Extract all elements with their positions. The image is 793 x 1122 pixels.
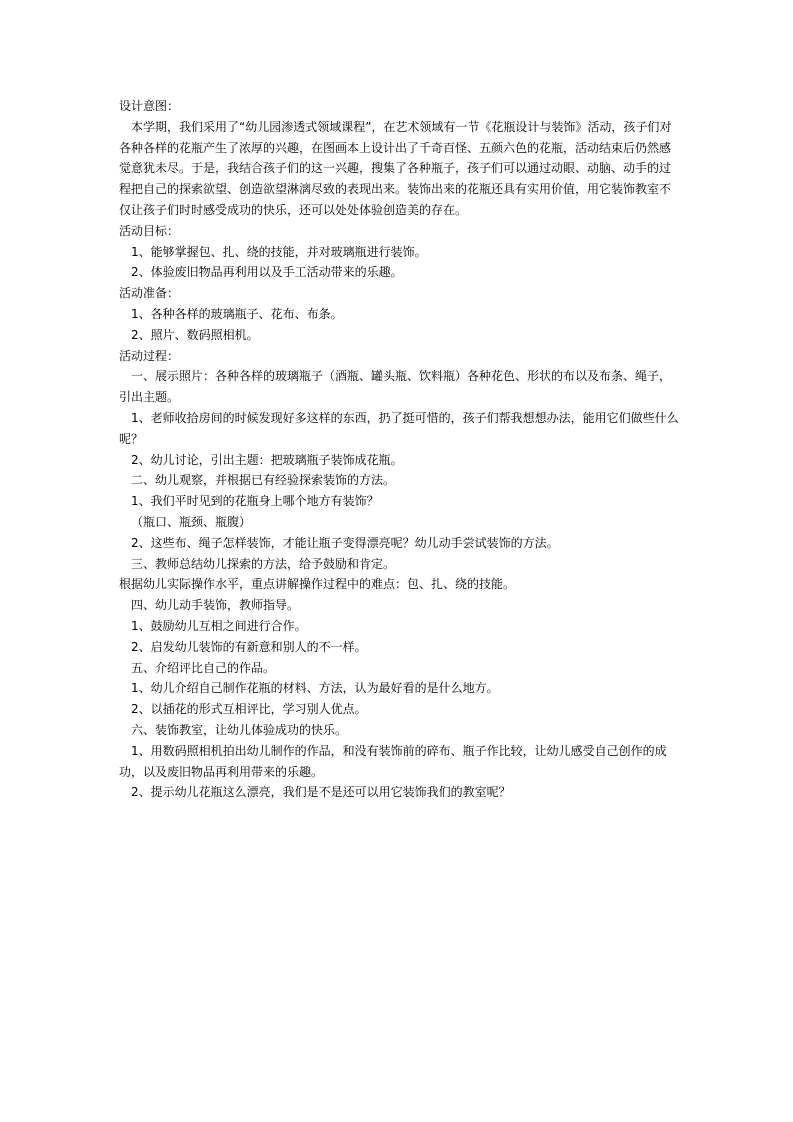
process-step-1-item: 2、幼儿讨论，引出主题：把玻璃瓶子装饰成花瓶。 [131,452,403,467]
process-step-4-item: 2、启发幼儿装饰的有新意和别人的不一样。 [131,639,367,654]
goal-item: 2、体验废旧物品再利用以及手工活动带来的乐趣。 [131,265,403,280]
prep-item: 1、各种各样的玻璃瓶子、花布、布条。 [131,306,343,321]
process-step-3-note: 根据幼儿实际操作水平，重点讲解操作过程中的难点：包、扎、绕的技能。 [119,577,516,592]
process-step-2: 二、幼儿观察，并根据已有经验探索装饰的方法。 [131,473,396,488]
process-step-6-item: 2、提示幼儿花瓶这么漂亮，我们是不是还可以用它装饰我们的教室呢？ [131,785,511,800]
design-paragraph: 本学期，我们采用了“幼儿园渗透式领域课程”，在艺术领域有一节《花瓶设计与装饰》活动，孩子们对各种各样的花瓶产生了浓厚的兴趣，在图画本上设计出了千奇百怪、五颜六色的花瓶，活动结束后仍然感觉意犹未尽。于是，我结合孩子们的这一兴趣，搜集了各种瓶子，孩子们可以通过动眼、动脑、动手的过程把自己的探索欲望、创造欲望淋漓尽致的表现出来。装饰出来的花瓶还具有实用价值，用它装饰教室不仅让孩子们时时感受成功的快乐，还可以处处体验创造美的存在。 [119,119,672,217]
process-step-2-item: （瓶口、瓶颈、瓶腹） [131,514,252,529]
goal-item: 1、能够掌握包、扎、绕的技能，并对玻璃瓶进行装饰。 [131,244,427,259]
process-step-4: 四、幼儿动手装饰，教师指导。 [131,598,300,613]
prep-heading: 活动准备： [119,286,180,301]
design-heading: 设计意图： [119,99,180,113]
process-heading: 活动过程： [119,348,180,363]
document-page [119,96,679,803]
process-step-5-item: 2、以插花的形式互相评比，学习别人优点。 [131,702,367,717]
process-step-6-item: 1、用数码照相机拍出幼儿制作的作品，和没有装饰前的碎布、瓶子作比较，让幼儿感受自己创作的成功，以及废旧物品再利用带来的乐趣。 [119,743,667,779]
prep-item: 2、照片、数码照相机。 [131,327,259,342]
process-step-1-item: 1、老师收拾房间的时候发现好多这样的东西，扔了挺可惜的，孩子们帮我想想办法，能用它们做些什么呢？ [119,410,679,446]
process-step-6: 六、装饰教室，让幼儿体验成功的快乐。 [131,722,348,737]
goals-heading: 活动目标： [119,223,180,238]
process-step-2-item: 1、我们平时见到的花瓶身上哪个地方有装饰？ [131,494,379,509]
process-step-5-item: 1、幼儿介绍自己制作花瓶的材料、方法，认为最好看的是什么地方。 [131,681,499,696]
process-step-1: 一、展示照片：各种各样的玻璃瓶子（酒瓶、罐头瓶、饮料瓶）各种花色、形状的布以及布条、绳子，引出主题。 [119,369,672,405]
process-step-3: 三、教师总结幼儿探索的方法，给予鼓励和肯定。 [131,556,396,571]
process-step-5: 五、介绍评比自己的作品。 [131,660,276,675]
process-step-4-item: 1、鼓励幼儿互相之间进行合作。 [131,618,307,633]
process-step-2-item: 2、这些布、绳子怎样装饰，才能让瓶子变得漂亮呢？幼儿动手尝试装饰的方法。 [131,535,559,550]
